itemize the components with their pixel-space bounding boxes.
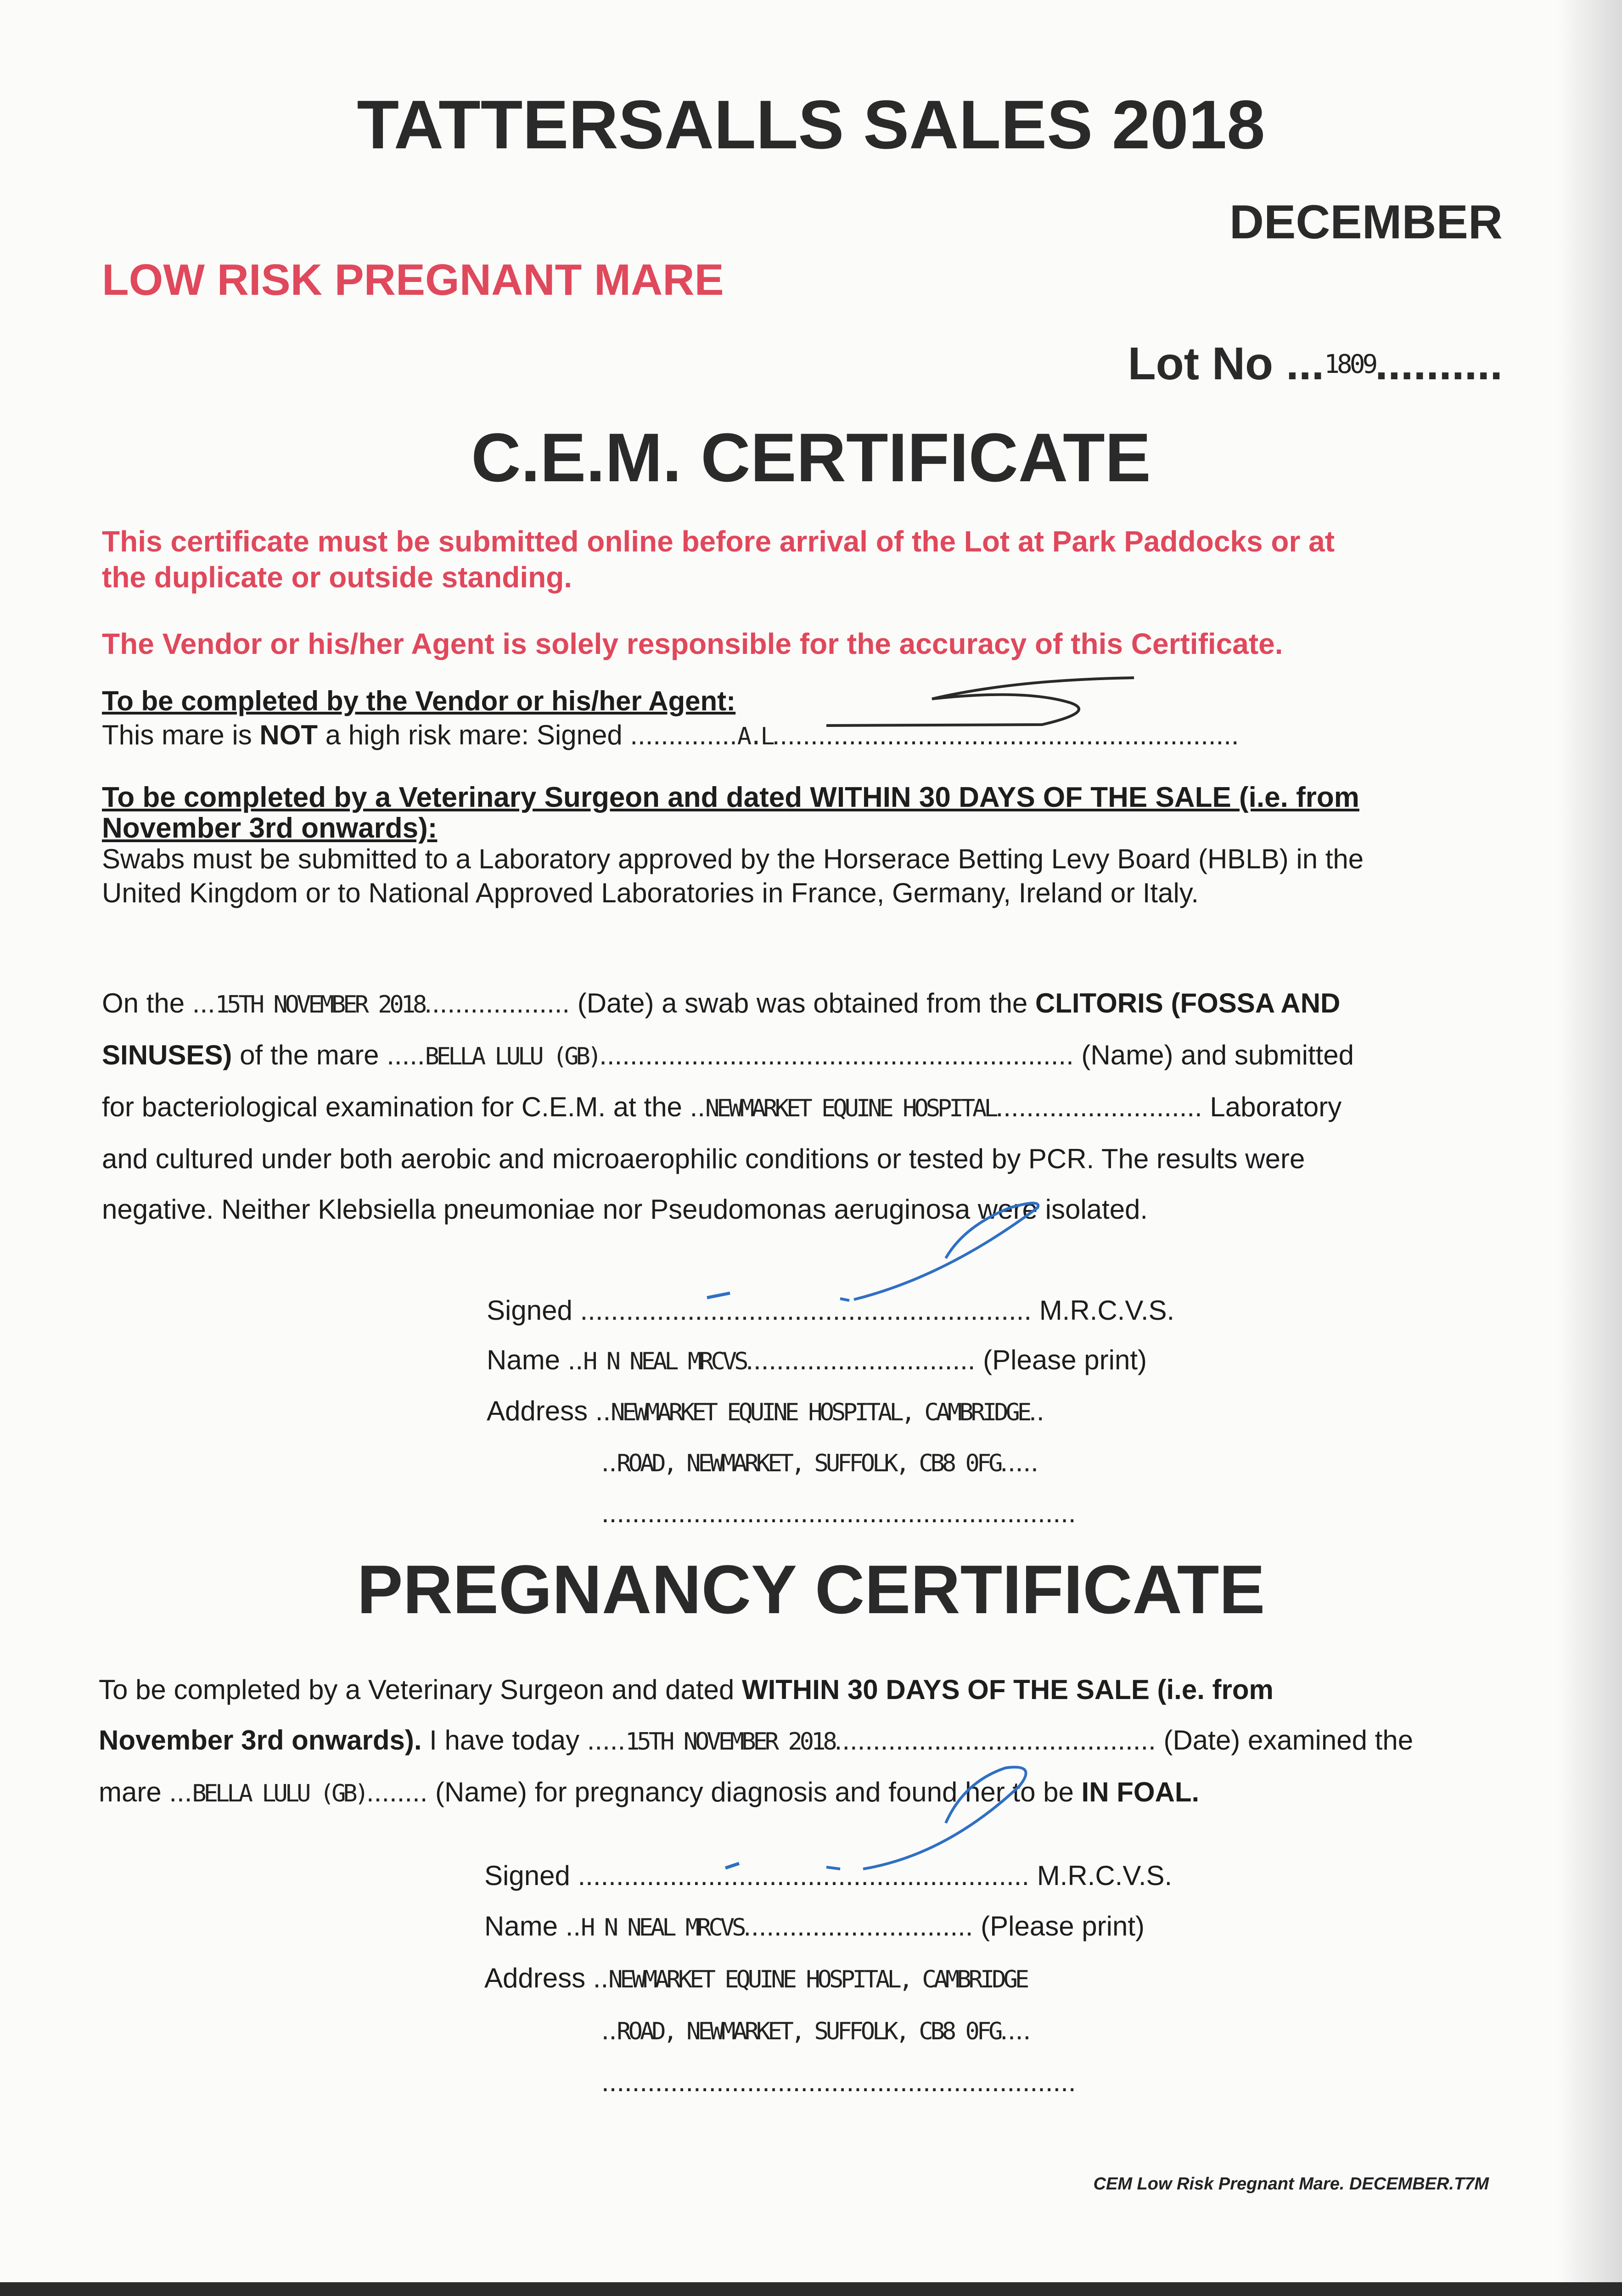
pregnancy-address-label: Address	[484, 1963, 586, 1993]
cem-vet-signature	[689, 1180, 1102, 1318]
page-title: TATTERSALLS SALES 2018	[357, 86, 1265, 163]
submission-warning-line1: This certificate must be submitted online before arrival of the Lot at Park Paddocks or at	[102, 525, 1335, 558]
cem-mrcvs: M.R.C.V.S.	[1039, 1295, 1175, 1326]
in-foal-text: IN FOAL.	[1081, 1777, 1200, 1807]
cem-mare-name: BELLA LULU (GB)	[425, 1043, 600, 1070]
submission-warning	[102, 523, 1335, 595]
cem-signed-label: Signed	[487, 1295, 572, 1326]
date-examined-text: (Date) examined the	[1163, 1725, 1414, 1756]
vet-heading-line2: November 3rd onwards):	[102, 812, 438, 844]
lot-number-row: Lot No ...1809..........	[1128, 338, 1503, 389]
cem-heading: C.E.M. CERTIFICATE	[471, 419, 1151, 496]
vendor-statement-pre: This mare is	[102, 720, 260, 750]
laboratory-name: NEWMARKET EQUINE HOSPITAL	[705, 1095, 996, 1122]
lot-number: 1809	[1324, 349, 1375, 379]
negative-line: negative. Neither Klebsiella pneumoniae nor Pseudomonas aeruginosa were isolated.	[102, 1194, 1148, 1225]
cem-vet-signature-block: Signed ........................................................... M.R.C.V.S. Name ..H N NEAL MRCVS.............................. (Please print) Address ..NEWMARKET EQUINE HOSPITAL, CAMBRIDGE.. ..ROAD, NEWMARKET, SUFFOLK, CB8 0FG..... ..............................................................	[487, 1295, 1175, 1528]
pregnancy-vet-name: H N NEAL MRCVS	[581, 1914, 744, 1941]
pregnancy-mare-label: mare	[99, 1777, 162, 1807]
cem-please-print: (Please print)	[983, 1345, 1147, 1375]
laboratory-word: Laboratory	[1210, 1092, 1342, 1122]
form-reference: CEM Low Risk Pregnant Mare. DECEMBER.T7M	[1093, 2174, 1489, 2194]
sinuses-text: SINUSES)	[102, 1040, 232, 1070]
cem-vet-name: H N NEAL MRCVS	[583, 1348, 746, 1375]
cem-address-line2: ROAD, NEWMARKET, SUFFOLK, CB8 0FG	[617, 1450, 1000, 1477]
date-text: (Date) a swab was obtained from the	[577, 988, 1028, 1019]
vet-heading-line1: To be completed by a Veterinary Surgeon and dated WITHIN 30 DAYS OF THE SALE (i.e. from	[102, 782, 1359, 813]
certificate-category: LOW RISK PREGNANT MARE	[102, 255, 724, 304]
pregnancy-heading: PREGNANCY CERTIFICATE	[357, 1551, 1265, 1628]
cultured-line: and cultured under both aerobic and microaerophilic conditions or tested by PCR. The results were	[102, 1143, 1305, 1174]
clitoris-text: CLITORIS (FOSSA AND	[1035, 988, 1341, 1019]
pregnancy-address-line1: NEWMARKET EQUINE HOSPITAL, CAMBRIDGE	[608, 1966, 1027, 1993]
of-the-mare-label: of the mare	[240, 1040, 379, 1070]
pregnancy-vet-signature-block: Signed ........................................................... M.R.C.V.S. Name ..H N NEAL MRCVS.............................. (Please print) Address ..NEWMARKET EQUINE HOSPITAL, CAMBRIDGE ..ROAD, NEWMARKET, SUFFOLK, CB8 0FG.... ..............................................................	[484, 1860, 1173, 2097]
pregnancy-address-line2: ROAD, NEWMARKET, SUFFOLK, CB8 0FG	[617, 2018, 1000, 2045]
pregnancy-signed-label: Signed	[484, 1860, 570, 1891]
pregnancy-line1-text: To be completed by a Veterinary Surgeon and dated	[99, 1674, 742, 1705]
scan-shadow-right	[1558, 0, 1622, 2296]
swab-instruction-line1: Swabs must be submitted to a Laboratory approved by the Horserace Betting Levy Board (HBLB) in the	[102, 844, 1364, 874]
pregnancy-mrcvs: M.R.C.V.S.	[1037, 1860, 1173, 1891]
pregnancy-line1-bold: WITHIN 30 DAYS OF THE SALE (i.e. from	[741, 1674, 1274, 1705]
pregnancy-name-label: Name	[484, 1911, 558, 1941]
vendor-not: NOT	[259, 720, 318, 750]
pregnancy-line2-bold: November 3rd onwards).	[99, 1725, 422, 1756]
lot-label: Lot No	[1128, 338, 1274, 389]
vendor-statement-post: a high risk mare: Signed	[318, 720, 623, 750]
pregnancy-vet-signature	[689, 1745, 1102, 1883]
pregnancy-paragraph: To be completed by a Veterinary Surgeon and dated WITHIN 30 DAYS OF THE SALE (i.e. from November 3rd onwards). I have today .....15TH NOVEMBER 2018.......................................... (Date) examined the mare ...BELLA LULU (GB)........ (Name) for pregnancy diagnosis and found her to be IN FOAL.	[99, 1674, 1414, 1807]
on-the-label: On the	[102, 988, 185, 1019]
diagnosis-text: (Name) for pregnancy diagnosis and found her to be	[435, 1777, 1082, 1807]
vendor-heading: To be completed by the Vendor or his/her Agent:	[102, 686, 736, 716]
submission-warning-line2: the duplicate or outside standing.	[102, 561, 572, 594]
sale-month: DECEMBER	[1229, 196, 1503, 249]
cem-name-label: Name	[487, 1345, 561, 1375]
swab-date: 15TH NOVEMBER 2018	[215, 991, 425, 1019]
swab-paragraph: On the ...15TH NOVEMBER 2018................... (Date) a swab was obtained from the CLITORIS (FOSSA AND SINUSES) of the mare .....BELLA LULU (GB).............................................................. (Name) and submitted for bacteriological examination for C.E.M. at the ..NEWMARKET EQUINE HOSPITAL........................... Laboratory and cultured under both aerobic and microaerophilic conditions or tested by PCR. The results were negative. Neither Klebsiella pneumoniae nor Pseudomonas aeruginosa were isolated.	[102, 978, 1354, 1235]
vendor-signature	[822, 670, 1152, 744]
cem-address-label: Address	[487, 1396, 588, 1426]
vet-section	[102, 781, 1364, 910]
pregnancy-please-print: (Please print)	[981, 1911, 1145, 1941]
pregnancy-exam-date: 15TH NOVEMBER 2018	[625, 1728, 835, 1756]
pregnancy-line2-text: I have today	[421, 1725, 580, 1756]
responsibility-warning: The Vendor or his/her Agent is solely responsible for the accuracy of this Certificate.	[102, 627, 1283, 660]
bacteriological-text: for bacteriological examination for C.E.M. at the	[102, 1092, 682, 1122]
cem-address-line1: NEWMARKET EQUINE HOSPITAL, CAMBRIDGE	[611, 1399, 1029, 1426]
name-submitted-text: (Name) and submitted	[1081, 1040, 1354, 1070]
scan-border-bottom	[0, 2282, 1622, 2296]
pregnancy-mare-name: BELLA LULU (GB)	[192, 1780, 366, 1807]
swab-instruction-line2: United Kingdom or to National Approved Laboratories in France, Germany, Ireland or Italy.	[102, 878, 1199, 908]
vendor-section: To be completed by the Vendor or his/her Agent: This mare is NOT a high risk mare: Signed ..............A.L.............................................................	[102, 684, 1239, 754]
vendor-initials: A.L	[737, 723, 772, 750]
